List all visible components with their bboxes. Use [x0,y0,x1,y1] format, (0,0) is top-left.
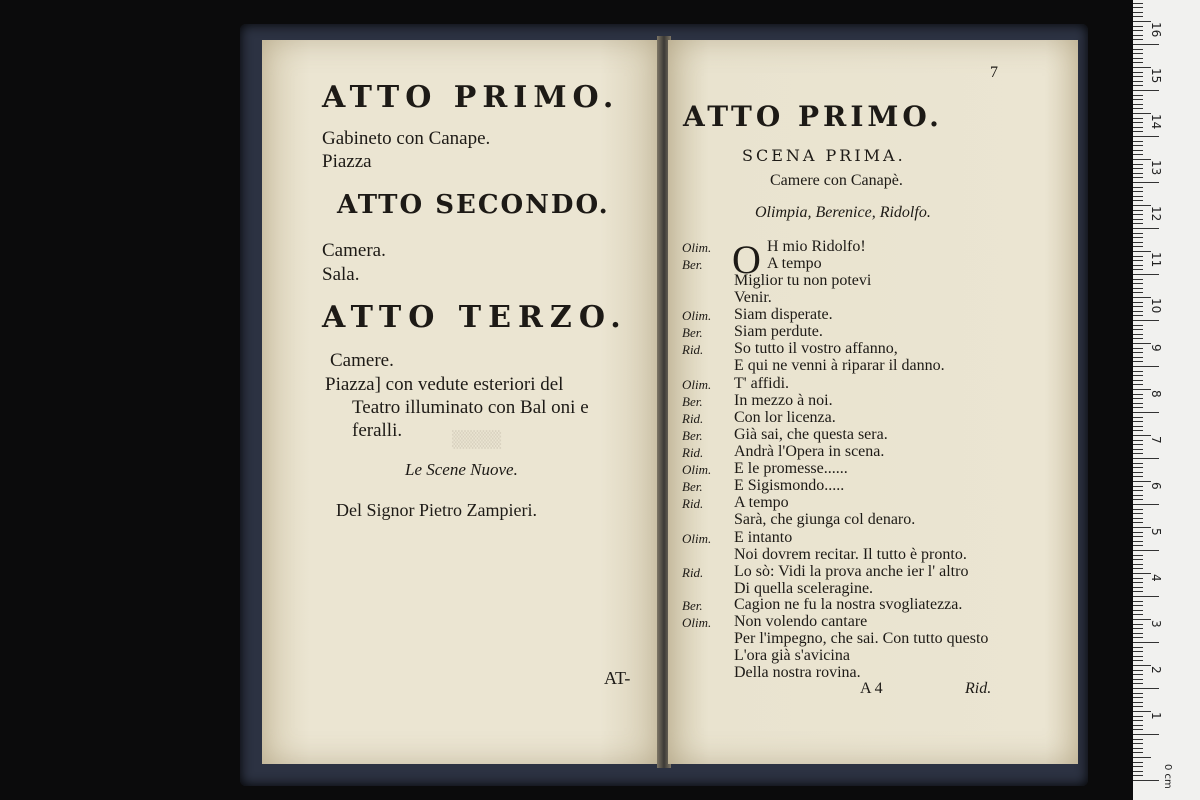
ruler-tick [1133,177,1143,178]
ruler-tick [1133,136,1159,137]
ruler-tick [1133,187,1143,188]
right-act-title: ATTO PRIMO. [683,100,943,133]
ruler-tick [1133,39,1143,40]
ruler-number: 14 [1149,114,1163,130]
ruler-tick [1133,90,1159,91]
ruler-tick [1133,417,1143,418]
ruler-tick [1133,775,1143,776]
ruler-tick [1133,127,1143,128]
ruler-tick [1133,361,1143,362]
ruler-tick [1133,62,1143,63]
line: Miglior tu non potevi [734,272,872,289]
ruler-tick [1133,145,1143,146]
ruler-number: 7 [1149,436,1163,444]
ruler-tick [1133,200,1143,201]
ruler-tick [1133,196,1143,197]
ruler-tick [1133,582,1143,583]
ruler-tick [1133,233,1143,234]
ruler-tick [1133,81,1143,82]
ruler-tick [1133,283,1143,284]
line: L'ora già s'avicina [734,647,850,664]
ruler-tick [1133,311,1143,312]
ruler-tick [1133,357,1143,358]
ruler-tick [1133,660,1143,661]
speaker: Ber. [682,598,703,613]
ruler-tick [1133,591,1143,592]
ruler-tick [1133,131,1143,132]
ruler-number: 2 [1149,666,1163,674]
ruler-tick [1133,3,1143,4]
line: Non volendo cantare [734,613,868,630]
ruler-tick [1133,688,1159,689]
speaker: Rid. [682,445,704,460]
ruler-tick [1133,757,1151,758]
ruler-tick [1133,702,1143,703]
ruler-tick [1133,99,1143,100]
line: In mezzo à noi. [734,392,833,409]
ruler-number: 8 [1149,390,1163,398]
ruler-tick [1133,219,1143,220]
ruler-number: 15 [1149,68,1163,84]
act2-scene-1: Camera. [322,240,386,261]
line: E intanto [734,529,793,546]
line: E le promesse...... [734,460,848,477]
speaker: Rid. [682,342,704,357]
speaker: Olim. [682,377,712,392]
ruler-tick [1133,320,1159,321]
speaker: Ber. [682,257,703,272]
ruler-tick [1133,550,1159,551]
ruler-tick [1133,504,1159,505]
ruler-tick [1133,752,1143,753]
ruler-tick [1133,85,1143,86]
ruler-tick [1133,214,1143,215]
ruler-tick [1133,104,1143,105]
ruler-tick [1133,426,1143,427]
speaker: Olim. [682,308,712,323]
act3-title: ATTO TERZO. [322,300,628,335]
speaker: Olim. [682,462,712,477]
ruler-tick [1133,122,1143,123]
speaker: Ber. [682,428,703,443]
ruler-tick [1133,338,1143,339]
act2-title: ATTO SECONDO. [337,190,610,220]
ruler-tick [1133,12,1143,13]
left-catchword: AT- [604,668,631,688]
ruler-tick [1133,637,1143,638]
ruler-tick [1133,729,1143,730]
scene-title: SCENA PRIMA. [742,146,906,165]
ruler-tick [1133,191,1143,192]
ruler-tick [1133,716,1143,717]
ruler-tick [1133,58,1143,59]
line: Noi dovrem recitar. Il tutto è pronto. [734,546,967,563]
scene-setting: Camere con Canapè. [770,172,903,189]
ruler-tick [1133,490,1143,491]
ruler-tick [1133,154,1143,155]
ruler-number: 10 [1149,298,1163,314]
ruler-tick [1133,182,1159,183]
line: So tutto il vostro affanno, [734,340,898,357]
ruler-tick [1133,412,1159,413]
speaker: Rid. [682,411,704,426]
speaker: Ber. [682,325,703,340]
act3-scene-3: Teatro illuminato con Bal oni e [352,397,589,418]
ruler-tick [1133,407,1143,408]
ruler-tick [1133,348,1143,349]
measuring-ruler [1133,0,1200,800]
ruler-tick [1133,49,1143,50]
ruler-tick [1133,302,1143,303]
drop-cap: O [732,237,761,282]
line: Con lor licenza. [734,409,836,426]
ruler-tick [1133,467,1143,468]
ruler-tick [1133,375,1143,376]
ruler-number: 16 [1149,22,1163,38]
line: Di quella sceleragine. [734,580,874,597]
ruler-number: 3 [1149,620,1163,628]
ruler-tick [1133,26,1143,27]
ruler-number: 13 [1149,160,1163,176]
ruler-tick [1133,656,1143,657]
ruler-tick [1133,610,1143,611]
ruler-tick [1133,578,1143,579]
ruler-tick [1133,495,1143,496]
ruler-tick [1133,306,1143,307]
line: Della nostra rovina. [734,664,861,681]
ruler-tick [1133,725,1143,726]
ruler-tick [1133,53,1143,54]
act1-title: ATTO PRIMO. [322,80,620,115]
right-catchword: Rid. [965,680,992,697]
ruler-tick [1133,164,1143,165]
ruler-tick [1133,486,1143,487]
ruler-number: 5 [1149,528,1163,536]
act2-scene-2: Sala. [322,264,360,285]
speaker: Ber. [682,479,703,494]
line: Lo sò: Vidi la prova anche ier l' altro [734,563,969,580]
ruler-tick [1133,430,1143,431]
ruler-number: 6 [1149,482,1163,490]
ruler-tick [1133,403,1143,404]
ruler-tick [1133,421,1143,422]
ruler-tick [1133,536,1143,537]
ruler-number: 4 [1149,574,1163,582]
ruler-tick [1133,545,1143,546]
ruler-tick [1133,748,1143,749]
ruler-tick [1133,371,1143,372]
ruler-tick [1133,380,1143,381]
ruler-tick [1133,366,1159,367]
line: A tempo [734,494,789,511]
ruler-tick [1133,256,1143,257]
ruler-number: 11 [1149,252,1163,268]
ruler-tick [1133,246,1143,247]
signature-mark: A 4 [860,680,883,697]
ruler-tick [1133,766,1143,767]
ruler-tick [1133,334,1143,335]
scene-note: Le Scene Nuove. [405,460,518,479]
line: Per l'impegno, che sai. Con tutto questo [734,630,989,647]
line: A tempo [767,255,822,272]
ruler-tick [1133,108,1143,109]
ruler-tick [1133,352,1143,353]
characters-list: Olimpia, Berenice, Ridolfo. [755,204,931,221]
ruler-tick [1133,449,1143,450]
ruler-tick [1133,762,1143,763]
ruler-tick [1133,210,1143,211]
line: Sarà, che giunga col denaro. [734,511,916,528]
ruler-tick [1133,674,1143,675]
ruler-tick [1133,522,1143,523]
ruler-tick [1133,559,1143,560]
ruler-tick [1133,739,1143,740]
ruler-tick [1133,325,1143,326]
ruler-tick [1133,532,1143,533]
ruler-tick [1133,509,1143,510]
ruler-tick [1133,168,1143,169]
ruler-tick [1133,555,1143,556]
ruler-tick [1133,223,1143,224]
speaker: Olim. [682,531,712,546]
ruler-tick [1133,564,1143,565]
ruler-tick [1133,596,1159,597]
ruler-tick [1133,734,1159,735]
ruler-tick [1133,30,1143,31]
ruler-tick [1133,384,1143,385]
ruler-tick [1133,472,1143,473]
act1-scene-2: Piazza [322,151,372,172]
ruler-tick [1133,35,1143,36]
ruler-tick [1133,260,1143,261]
page-number: 7 [990,64,998,81]
ruler-tick [1133,274,1159,275]
ruler-tick [1133,265,1143,266]
ruler-tick [1133,329,1143,330]
ruler-unit-label: 0 cm [1162,764,1173,789]
ruler-tick [1133,444,1143,445]
ruler-tick [1133,95,1143,96]
line: T' affidi. [734,375,790,392]
ruler-tick [1133,453,1143,454]
ruler-tick [1133,394,1143,395]
line: Venir. [734,289,772,306]
ruler-tick [1133,513,1143,514]
ruler-tick [1133,633,1143,634]
ruler-tick [1133,624,1143,625]
ruler-tick [1133,651,1143,652]
line: Andrà l'Opera in scena. [734,443,885,460]
ruler-tick [1133,670,1143,671]
ruler-tick [1133,315,1143,316]
ruler-tick [1133,237,1143,238]
ruler-tick [1133,269,1143,270]
ruler-tick [1133,44,1159,45]
ruler-number: 1 [1149,712,1163,720]
ruler-tick [1133,72,1143,73]
ruler-tick [1133,541,1143,542]
ruler-tick [1133,476,1143,477]
ruler-number: 9 [1149,344,1163,352]
line: Siam perdute. [734,323,823,340]
ruler-tick [1133,16,1143,17]
line: E qui ne venni à riparar il danno. [734,357,945,374]
ruler-tick [1133,743,1143,744]
ruler-tick [1133,288,1143,289]
line: Cagion ne fu la nostra svogliatezza. [734,596,963,613]
act1-scene-1: Gabineto con Canape. [322,128,491,149]
ruler-tick [1133,771,1143,772]
ruler-tick [1133,118,1143,119]
ruler-tick [1133,679,1143,680]
act3-scene-4: feralli. [352,420,403,441]
ruler-tick [1133,605,1143,606]
line: Già sai, che questa sera. [734,426,888,443]
ruler-tick [1133,76,1143,77]
ruler-tick [1133,499,1143,500]
ruler-tick [1133,279,1143,280]
ruler-tick [1133,568,1143,569]
ruler-tick [1133,683,1143,684]
ruler-tick [1133,706,1143,707]
ruler-tick [1133,587,1143,588]
speaker: Rid. [682,565,704,580]
left-page: ▒▒▒▒ [262,40,660,764]
ruler-tick [1133,228,1159,229]
ruler-tick [1133,440,1143,441]
speaker: Olim. [682,615,712,630]
speaker: Olim. [682,240,712,255]
speaker: Rid. [682,496,704,511]
act3-scene-2: Piazza] con vedute esteriori del [325,374,564,395]
ruler-tick [1133,242,1143,243]
ruler-tick [1133,150,1143,151]
ruler-tick [1133,642,1159,643]
ruler-tick [1133,693,1143,694]
ruler-tick [1133,628,1143,629]
ruler-tick [1133,647,1143,648]
ruler-tick [1133,173,1143,174]
ruler-tick [1133,458,1159,459]
ruler-tick [1133,463,1143,464]
ruler-tick [1133,697,1143,698]
ruler-tick [1133,141,1143,142]
ruler-tick [1133,398,1143,399]
ruler-tick [1133,720,1143,721]
ruler-tick [1133,292,1143,293]
ruler-tick [1133,518,1143,519]
line: H mio Ridolfo! [767,238,866,255]
scene-credit: Del Signor Pietro Zampieri. [336,500,537,520]
ruler-tick [1133,7,1143,8]
act3-scene-1: Camere. [330,350,394,371]
line: E Sigismondo..... [734,477,845,494]
speaker: Ber. [682,394,703,409]
ruler-tick [1133,614,1143,615]
line: Siam disperate. [734,306,833,323]
ruler-number: 12 [1149,206,1163,222]
ruler-tick [1133,780,1159,781]
ruler-tick [1133,601,1143,602]
